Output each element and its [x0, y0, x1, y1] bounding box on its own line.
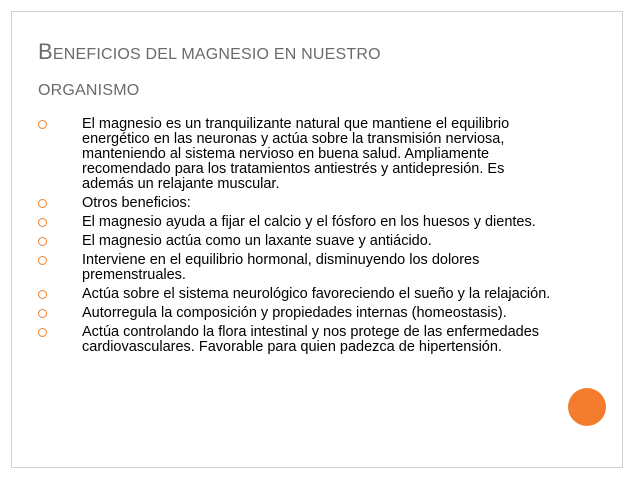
- bullet-text: Actúa sobre el sistema neurológico favoreciendo el sueño y la relajación.: [82, 286, 551, 302]
- bullet-item: [38, 234, 558, 249]
- bullet-item: [38, 117, 558, 192]
- title-part: ENEFICIOS DEL: [52, 46, 182, 63]
- circle-outline-bullet-icon: [38, 120, 47, 129]
- orange-circle-icon: [568, 388, 606, 426]
- title-initial: B: [38, 39, 53, 64]
- bullet-item: [38, 325, 558, 355]
- circle-outline-bullet-icon: [38, 256, 47, 265]
- bullet-item: [38, 196, 558, 211]
- bullet-text: Interviene en el equilibrio hormonal, disminuyendo los dolores premenstruales.: [82, 252, 480, 283]
- title-part: MAGNESIO EN NUESTRO: [181, 46, 381, 63]
- circle-outline-bullet-icon: [38, 218, 47, 227]
- circle-outline-bullet-icon: [38, 237, 47, 246]
- bullet-text: Autorregula la composición y propiedades internas (homeostasis).: [82, 305, 507, 321]
- title-part: ORGANISMO: [38, 82, 140, 99]
- circle-outline-bullet-icon: [38, 290, 47, 299]
- bullet-item: [38, 215, 558, 230]
- circle-outline-bullet-icon: [38, 199, 47, 208]
- circle-outline-bullet-icon: [38, 309, 47, 318]
- bullet-text: El magnesio ayuda a fijar el calcio y el fósforo en los huesos y dientes.: [82, 214, 536, 230]
- bullet-text: Otros beneficios:: [82, 195, 191, 211]
- circle-outline-bullet-icon: [38, 328, 47, 337]
- slide-title: [38, 34, 558, 109]
- bullet-item: [38, 287, 558, 302]
- bullet-item: [38, 306, 558, 321]
- bullet-text: El magnesio es un tranquilizante natural que mantiene el equilibrio energético en las neuronas y actúa sobre la transmisión nerviosa, manteniendo al sistema nervioso en buena salud. Ampliamente recomendado para los tratamientos antiestrés y antidepresión. Es además un relajante muscular.: [82, 116, 510, 192]
- bullet-text: El magnesio actúa como un laxante suave y antiácido.: [82, 233, 432, 249]
- bullet-item: [38, 253, 558, 283]
- bullet-list: [38, 117, 558, 359]
- bullet-text: Actúa controlando la flora intestinal y nos protege de las enfermedades cardiovasculares. Favorable para quien padezca de hipertensión.: [82, 324, 540, 355]
